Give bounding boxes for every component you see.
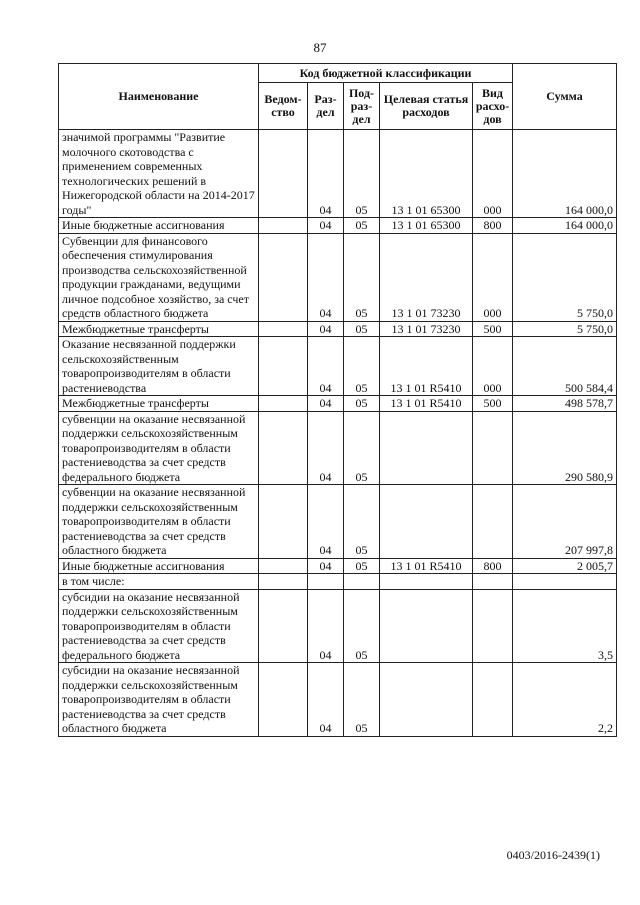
- table-row: [59, 218, 617, 234]
- row-vid: 000: [473, 233, 513, 321]
- row-vid: [473, 485, 513, 559]
- row-vid: 500: [473, 321, 513, 337]
- row-ved: [259, 233, 308, 321]
- row-razdel: 04: [308, 396, 344, 412]
- row-podrazdel: 05: [344, 558, 380, 574]
- row-ved: [259, 130, 308, 218]
- header-podrazdel: Под- раз- дел: [344, 83, 380, 130]
- document-code: 0403/2016-2439(1): [506, 848, 600, 862]
- row-name: субвенции на оказание несвязанной поддержки сельскохозяйственным товаропроизводителям в области растениеводства за счет средств областного бюджета: [59, 485, 259, 559]
- row-ved: [259, 558, 308, 574]
- row-target: 13 1 01 65300: [380, 218, 473, 234]
- row-sum: 290 580,9: [513, 411, 617, 485]
- table-row: [59, 485, 617, 559]
- row-sum: [513, 574, 617, 590]
- row-razdel: [308, 574, 344, 590]
- row-name: субсидии на оказание несвязанной поддержки сельскохозяйственным товаропроизводителям в области растениеводства за счет средств областного бюджета: [59, 663, 259, 737]
- header-tselevaya: Целевая статья расходов: [380, 83, 473, 130]
- row-podrazdel: [344, 574, 380, 590]
- row-podrazdel: 05: [344, 411, 380, 485]
- row-target: [380, 574, 473, 590]
- row-razdel: 04: [308, 485, 344, 559]
- row-sum: 5 750,0: [513, 321, 617, 337]
- row-ved: [259, 396, 308, 412]
- row-podrazdel: 05: [344, 589, 380, 663]
- row-sum: 2 005,7: [513, 558, 617, 574]
- row-target: 13 1 01 73230: [380, 321, 473, 337]
- table-row: [59, 396, 617, 412]
- row-razdel: 04: [308, 663, 344, 737]
- row-target: [380, 411, 473, 485]
- header-vedomstvo: Ведом- ство: [259, 83, 308, 130]
- table-row: [59, 663, 617, 737]
- row-name: субвенции на оказание несвязанной поддержки сельскохозяйственным товаропроизводителям в области растениеводства за счет средств федерального бюджета: [59, 411, 259, 485]
- row-target: [380, 663, 473, 737]
- table-row: [59, 337, 617, 396]
- row-vid: [473, 411, 513, 485]
- row-razdel: 04: [308, 589, 344, 663]
- row-name: Иные бюджетные ассигнования: [59, 218, 259, 234]
- row-podrazdel: 05: [344, 663, 380, 737]
- header-razdel: Раз- дел: [308, 83, 344, 130]
- row-sum: 498 578,7: [513, 396, 617, 412]
- row-vid: 000: [473, 337, 513, 396]
- row-ved: [259, 485, 308, 559]
- table-row: [59, 130, 617, 218]
- header-summa: Сумма: [513, 64, 617, 130]
- row-vid: 800: [473, 218, 513, 234]
- row-name: Оказание несвязанной поддержки сельскохозяйственным товаропроизводителям в области растениеводства: [59, 337, 259, 396]
- row-razdel: 04: [308, 218, 344, 234]
- row-vid: [473, 574, 513, 590]
- row-sum: 500 584,4: [513, 337, 617, 396]
- row-vid: 000: [473, 130, 513, 218]
- row-ved: [259, 321, 308, 337]
- row-podrazdel: 05: [344, 321, 380, 337]
- header-name: Наименование: [59, 64, 259, 130]
- row-sum: 2,2: [513, 663, 617, 737]
- header-code-group: Код бюджетной классификации: [259, 64, 513, 83]
- row-name: значимой программы "Развитие молочного скотоводства с применением современных технологических решений в Нижегородской области на 2014-2017 годы": [59, 130, 259, 218]
- row-podrazdel: 05: [344, 130, 380, 218]
- row-podrazdel: 05: [344, 396, 380, 412]
- table-row: [59, 321, 617, 337]
- row-ved: [259, 574, 308, 590]
- budget-table: [58, 63, 617, 737]
- header-vid: Вид расхо- дов: [473, 83, 513, 130]
- row-name: Межбюджетные трансферты: [59, 321, 259, 337]
- row-razdel: 04: [308, 233, 344, 321]
- row-vid: [473, 589, 513, 663]
- table-row: [59, 589, 617, 663]
- table-row: [59, 558, 617, 574]
- row-target: 13 1 01 R5410: [380, 337, 473, 396]
- row-razdel: 04: [308, 321, 344, 337]
- row-razdel: 04: [308, 558, 344, 574]
- row-ved: [259, 218, 308, 234]
- row-target: 13 1 01 R5410: [380, 558, 473, 574]
- row-target: [380, 589, 473, 663]
- row-ved: [259, 663, 308, 737]
- row-vid: 500: [473, 396, 513, 412]
- row-sum: 164 000,0: [513, 218, 617, 234]
- row-target: 13 1 01 R5410: [380, 396, 473, 412]
- row-name: в том числе:: [59, 574, 259, 590]
- row-sum: 207 997,8: [513, 485, 617, 559]
- row-target: 13 1 01 73230: [380, 233, 473, 321]
- row-ved: [259, 411, 308, 485]
- row-target: 13 1 01 65300: [380, 130, 473, 218]
- row-ved: [259, 337, 308, 396]
- row-podrazdel: 05: [344, 233, 380, 321]
- row-podrazdel: 05: [344, 485, 380, 559]
- row-podrazdel: 05: [344, 337, 380, 396]
- table-row: [59, 574, 617, 590]
- row-sum: 5 750,0: [513, 233, 617, 321]
- row-name: Субвенции для финансового обеспечения стимулирования производства сельскохозяйственной продукции гражданами, ведущими личное подсобное хозяйство, за счет средств областного бюджета: [59, 233, 259, 321]
- row-razdel: 04: [308, 130, 344, 218]
- row-podrazdel: 05: [344, 218, 380, 234]
- row-name: Иные бюджетные ассигнования: [59, 558, 259, 574]
- row-ved: [259, 589, 308, 663]
- page-number: 87: [313, 40, 327, 55]
- row-vid: [473, 663, 513, 737]
- row-razdel: 04: [308, 411, 344, 485]
- row-name: Межбюджетные трансферты: [59, 396, 259, 412]
- row-sum: 164 000,0: [513, 130, 617, 218]
- row-target: [380, 485, 473, 559]
- row-name: субсидии на оказание несвязанной поддержки сельскохозяйственным товаропроизводителям в области растениеводства за счет средств федерального бюджета: [59, 589, 259, 663]
- row-razdel: 04: [308, 337, 344, 396]
- table-row: [59, 411, 617, 485]
- row-vid: 800: [473, 558, 513, 574]
- table-row: [59, 233, 617, 321]
- row-sum: 3,5: [513, 589, 617, 663]
